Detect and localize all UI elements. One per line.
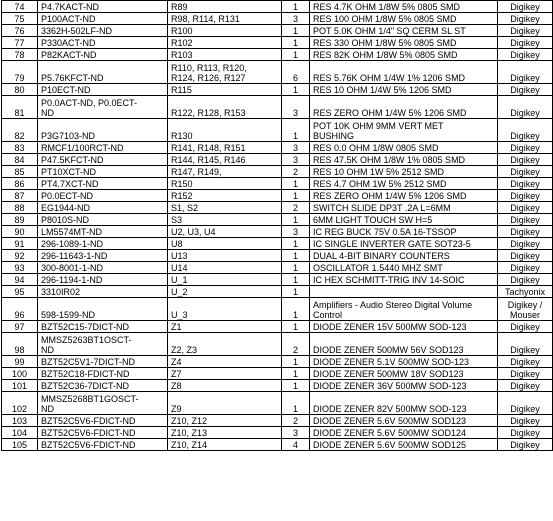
quantity-cell: 1 [282,321,310,333]
table-row [2,178,553,190]
reference-designators-cell: U14 [168,262,282,274]
part-number-cell: BZT52C5V6-FDICT-ND [38,415,168,427]
table-row [2,286,553,298]
reference-designators-cell: Z7 [168,368,282,380]
reference-designators-cell: R102 [168,37,282,49]
part-number-cell: P3G7103-ND [38,119,168,142]
quantity-cell: 1 [282,274,310,286]
part-number-cell: LM5574MT-ND [38,226,168,238]
description-cell: RES 10 OHM 1/4W 5% 1206 SMD [310,84,498,96]
reference-designators-cell: Z4 [168,356,282,368]
part-number-cell: P0.0ACT-ND, P0.0ECT- ND [38,96,168,119]
table-row [2,13,553,25]
table-row [2,154,553,166]
item-number-cell: 76 [2,25,38,37]
description-cell: DIODE ZENER 15V 500MW SOD-123 [310,321,498,333]
item-number-cell: 80 [2,84,38,96]
description-cell: DIODE ZENER 5.1V 500MW SOD-123 [310,356,498,368]
quantity-cell: 1 [282,37,310,49]
quantity-cell: 2 [282,202,310,214]
bom-table-body [2,1,553,451]
table-row [2,61,553,84]
table-row [2,49,553,61]
item-number-cell: 96 [2,298,38,321]
table-row [2,368,553,380]
quantity-cell: 3 [282,427,310,439]
description-cell: IC SINGLE INVERTER GATE SOT23-5 [310,238,498,250]
part-number-cell: 3362H-502LF-ND [38,25,168,37]
quantity-cell: 2 [282,166,310,178]
quantity-cell: 3 [282,142,310,154]
description-cell: RES 4.7 OHM 1W 5% 2512 SMD [310,178,498,190]
bom-table [1,0,553,451]
quantity-cell: 1 [282,380,310,392]
quantity-cell: 1 [282,119,310,142]
supplier-cell: Digikey [498,178,553,190]
part-number-cell: P100ACT-ND [38,13,168,25]
table-row [2,25,553,37]
description-cell: OSCILLATOR 1.5440 MHZ SMT [310,262,498,274]
quantity-cell: 1 [282,262,310,274]
item-number-cell: 88 [2,202,38,214]
table-row [2,392,553,415]
description-cell: 6MM LIGHT TOUCH SW H=5 [310,214,498,226]
part-number-cell: BZT52C15-7DICT-ND [38,321,168,333]
supplier-cell: Digikey [498,142,553,154]
description-cell: SWITCH SLIDE DP3T .2A L=6MM [310,202,498,214]
supplier-cell: Digikey [498,439,553,451]
reference-designators-cell: Z10, Z12 [168,415,282,427]
table-row [2,238,553,250]
item-number-cell: 85 [2,166,38,178]
reference-designators-cell: U2, U3, U4 [168,226,282,238]
supplier-cell: Digikey [498,37,553,49]
table-row [2,439,553,451]
supplier-cell: Digikey [498,262,553,274]
table-row [2,356,553,368]
description-cell: DIODE ZENER 5.6V 500MW SOD124 [310,427,498,439]
supplier-cell: Digikey [498,380,553,392]
description-cell: RES ZERO OHM 1/4W 5% 1206 SMD [310,96,498,119]
reference-designators-cell: Z8 [168,380,282,392]
item-number-cell: 102 [2,392,38,415]
table-row [2,166,553,178]
supplier-cell: Digikey [498,13,553,25]
description-cell: RES 5.76K OHM 1/4W 1% 1206 SMD [310,61,498,84]
description-cell: RES 100 OHM 1/8W 5% 0805 SMD [310,13,498,25]
table-row [2,190,553,202]
quantity-cell: 1 [282,368,310,380]
part-number-cell: MMSZ5268BT1GOSCT- ND [38,392,168,415]
reference-designators-cell: U13 [168,250,282,262]
item-number-cell: 82 [2,119,38,142]
supplier-cell: Digikey [498,119,553,142]
reference-designators-cell: R122, R128, R153 [168,96,282,119]
part-number-cell: 598-1599-ND [38,298,168,321]
item-number-cell: 77 [2,37,38,49]
table-row [2,262,553,274]
part-number-cell: 296-11643-1-ND [38,250,168,262]
supplier-cell: Digikey [498,274,553,286]
table-row [2,96,553,119]
table-row [2,427,553,439]
description-cell: RES 4.7K OHM 1/8W 5% 0805 SMD [310,1,498,13]
description-cell: DIODE ZENER 5.6V 500MW SOD123 [310,415,498,427]
quantity-cell: 1 [282,178,310,190]
item-number-cell: 101 [2,380,38,392]
description-cell: POT 10K OHM 9MM VERT MET BUSHING [310,119,498,142]
description-cell: DIODE ZENER 500MW 56V SOD123 [310,333,498,356]
part-number-cell: P8010S-ND [38,214,168,226]
supplier-cell: Digikey [498,250,553,262]
quantity-cell: 1 [282,190,310,202]
part-number-cell: P5.76KFCT-ND [38,61,168,84]
item-number-cell: 90 [2,226,38,238]
supplier-cell: Digikey [498,333,553,356]
description-cell: IC HEX SCHMITT-TRIG INV 14-SOIC [310,274,498,286]
description-cell: POT 5.0K OHM 1/4" SQ CERM SL ST [310,25,498,37]
description-cell: RES 10 OHM 1W 5% 2512 SMD [310,166,498,178]
table-row [2,274,553,286]
supplier-cell: Digikey [498,49,553,61]
part-number-cell: EG1944-ND [38,202,168,214]
quantity-cell: 3 [282,226,310,238]
item-number-cell: 78 [2,49,38,61]
item-number-cell: 95 [2,286,38,298]
table-row [2,333,553,356]
reference-designators-cell: R115 [168,84,282,96]
item-number-cell: 103 [2,415,38,427]
reference-designators-cell: R110, R113, R120, R124, R126, R127 [168,61,282,84]
supplier-cell: Digikey [498,392,553,415]
description-cell: RES 47.5K OHM 1/8W 1% 0805 SMD [310,154,498,166]
reference-designators-cell: Z2, Z3 [168,333,282,356]
quantity-cell: 1 [282,250,310,262]
quantity-cell: 2 [282,415,310,427]
table-row [2,415,553,427]
quantity-cell: 1 [282,49,310,61]
item-number-cell: 98 [2,333,38,356]
reference-designators-cell: R144, R145, R146 [168,154,282,166]
quantity-cell: 3 [282,13,310,25]
quantity-cell: 3 [282,96,310,119]
supplier-cell: Digikey [498,415,553,427]
reference-designators-cell: Z10, Z13 [168,427,282,439]
quantity-cell: 1 [282,356,310,368]
quantity-cell: 3 [282,154,310,166]
supplier-cell: Digikey [498,84,553,96]
supplier-cell: Digikey [498,25,553,37]
item-number-cell: 86 [2,178,38,190]
quantity-cell: 2 [282,333,310,356]
table-row [2,142,553,154]
item-number-cell: 87 [2,190,38,202]
item-number-cell: 81 [2,96,38,119]
part-number-cell: 296-1089-1-ND [38,238,168,250]
reference-designators-cell: R141, R148, R151 [168,142,282,154]
reference-designators-cell: R150 [168,178,282,190]
table-row [2,1,553,13]
description-cell: Amplifiers - Audio Stereo Digital Volume Control [310,298,498,321]
supplier-cell: Digikey [498,368,553,380]
reference-designators-cell: Z1 [168,321,282,333]
supplier-cell: Digikey [498,96,553,119]
reference-designators-cell: U8 [168,238,282,250]
description-cell [310,286,498,298]
reference-designators-cell: R130 [168,119,282,142]
part-number-cell: PT4.7XCT-ND [38,178,168,190]
reference-designators-cell: S1, S2 [168,202,282,214]
item-number-cell: 105 [2,439,38,451]
part-number-cell: MMSZ5263BT1OSCT- ND [38,333,168,356]
part-number-cell: 3310IR02 [38,286,168,298]
supplier-cell: Digikey [498,154,553,166]
supplier-cell: Digikey [498,202,553,214]
reference-designators-cell: R147, R149, [168,166,282,178]
supplier-cell: Digikey [498,226,553,238]
table-row [2,380,553,392]
quantity-cell: 1 [282,238,310,250]
table-row [2,202,553,214]
part-number-cell: BZT52C5V6-FDICT-ND [38,439,168,451]
part-number-cell: BZT52C18-FDICT-ND [38,368,168,380]
quantity-cell: 1 [282,25,310,37]
supplier-cell: Digikey [498,190,553,202]
quantity-cell: 1 [282,84,310,96]
part-number-cell: 300-8001-1-ND [38,262,168,274]
part-number-cell: BZT52C5V6-FDICT-ND [38,427,168,439]
quantity-cell: 4 [282,439,310,451]
description-cell: DIODE ZENER 5.6V 500MW SOD125 [310,439,498,451]
supplier-cell: Digikey [498,427,553,439]
item-number-cell: 99 [2,356,38,368]
item-number-cell: 79 [2,61,38,84]
table-row [2,214,553,226]
supplier-cell: Digikey [498,166,553,178]
reference-designators-cell: S3 [168,214,282,226]
description-cell: RES 330 OHM 1/8W 5% 0805 SMD [310,37,498,49]
quantity-cell: 1 [282,286,310,298]
description-cell: RES 82K OHM 1/8W 5% 0805 SMD [310,49,498,61]
table-row [2,298,553,321]
quantity-cell: 1 [282,214,310,226]
reference-designators-cell: U_3 [168,298,282,321]
part-number-cell: BZT52C5V1-7DICT-ND [38,356,168,368]
item-number-cell: 83 [2,142,38,154]
supplier-cell: Digikey [498,61,553,84]
reference-designators-cell: Z9 [168,392,282,415]
part-number-cell: P4.7KACT-ND [38,1,168,13]
item-number-cell: 89 [2,214,38,226]
part-number-cell: 296-1194-1-ND [38,274,168,286]
reference-designators-cell: U_1 [168,274,282,286]
part-number-cell: PT10XCT-ND [38,166,168,178]
supplier-cell: Digikey [498,321,553,333]
table-row [2,37,553,49]
reference-designators-cell: R152 [168,190,282,202]
description-cell: RES 0.0 OHM 1/8W 0805 SMD [310,142,498,154]
description-cell: DIODE ZENER 36V 500MW SOD-123 [310,380,498,392]
part-number-cell: RMCF1/100RCT-ND [38,142,168,154]
supplier-cell: Tachyonix [498,286,553,298]
item-number-cell: 74 [2,1,38,13]
quantity-cell: 1 [282,392,310,415]
reference-designators-cell: Z10, Z14 [168,439,282,451]
supplier-cell: Digikey [498,1,553,13]
quantity-cell: 1 [282,1,310,13]
table-row [2,250,553,262]
reference-designators-cell: R100 [168,25,282,37]
item-number-cell: 92 [2,250,38,262]
table-row [2,84,553,96]
item-number-cell: 100 [2,368,38,380]
table-row [2,321,553,333]
reference-designators-cell: R103 [168,49,282,61]
part-number-cell: P82KACT-ND [38,49,168,61]
description-cell: RES ZERO OHM 1/4W 5% 1206 SMD [310,190,498,202]
description-cell: IC REG BUCK 75V 0.5A 16-TSSOP [310,226,498,238]
table-row [2,226,553,238]
part-number-cell: BZT52C36-7DICT-ND [38,380,168,392]
part-number-cell: P330ACT-ND [38,37,168,49]
quantity-cell: 6 [282,61,310,84]
reference-designators-cell: U_2 [168,286,282,298]
item-number-cell: 93 [2,262,38,274]
part-number-cell: P47.5KFCT-ND [38,154,168,166]
quantity-cell: 1 [282,298,310,321]
item-number-cell: 94 [2,274,38,286]
supplier-cell: Digikey [498,356,553,368]
supplier-cell: Digikey [498,214,553,226]
description-cell: DIODE ZENER 82V 500MW SOD-123 [310,392,498,415]
reference-designators-cell: R89 [168,1,282,13]
item-number-cell: 97 [2,321,38,333]
supplier-cell: Digikey / Mouser [498,298,553,321]
table-row [2,119,553,142]
item-number-cell: 75 [2,13,38,25]
part-number-cell: P10ECT-ND [38,84,168,96]
supplier-cell: Digikey [498,238,553,250]
item-number-cell: 104 [2,427,38,439]
part-number-cell: P0.0ECT-ND [38,190,168,202]
description-cell: DUAL 4-BIT BINARY COUNTERS [310,250,498,262]
item-number-cell: 84 [2,154,38,166]
description-cell: DIODE ZENER 500MW 18V SOD123 [310,368,498,380]
item-number-cell: 91 [2,238,38,250]
reference-designators-cell: R98, R114, R131 [168,13,282,25]
